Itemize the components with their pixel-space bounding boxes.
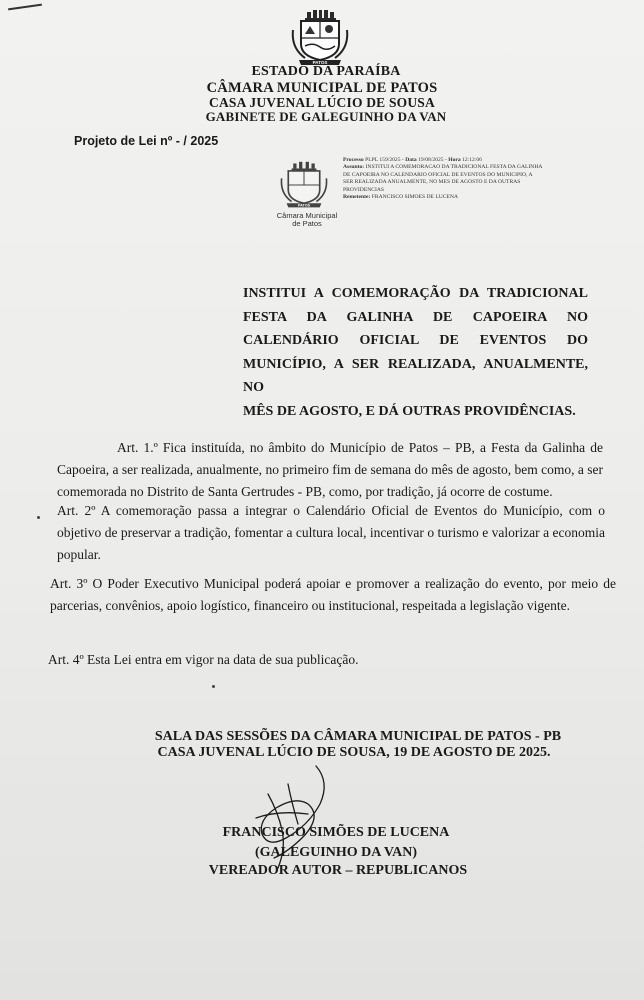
project-number-label: Projeto de Lei nº - / 2025 — [74, 134, 219, 148]
process-label: Processo — [343, 157, 364, 163]
signatory-name: FRANCISCO SIMÕES DE LUCENA — [222, 825, 450, 840]
bill-summary-main: INSTITUI A COMEMORAÇÃO DA TRADICIONAL FESTA DA GALINHA DE CAPOEIRA NO CALENDÁRIO OFICIAL DE EVENTOS DO MUNICÍPIO, A SER REALIZADA, ANUALMENTE, NO — [243, 286, 588, 395]
date-value: 19/08/2025 — [418, 157, 444, 163]
bill-summary — [243, 282, 588, 423]
header-house: CASA JUVENAL LÚCIO DE SOUSA — [209, 95, 435, 110]
sender-label: Remetente: — [343, 193, 371, 200]
ink-dot — [212, 685, 215, 688]
ink-dot — [37, 516, 40, 519]
sender-value: FRANCISCO SIMOES DE LUCENA — [371, 193, 458, 200]
subject-value: INSTITUI A COMEMORACAO DA TRADICIONAL FESTA DA GALINHA DE CAPOEIRA NO CALENDARIO OFICIAL DE EVENTOS DO MUNICIPIO, A SER REALIZADA ANUALMENTE, NO MES DE AGOSTO E DA OUTRAS PROVIDENCIAS — [343, 164, 543, 193]
signatory-role: VEREADOR AUTOR – REPUBLICANOS — [208, 863, 468, 878]
stamp-chamber-name — [274, 212, 340, 229]
process-value: PLPL 159/2025 — [365, 157, 401, 163]
signatory-nickname: (GALEGUINHO DA VAN) — [254, 845, 418, 860]
stamp-crest-logo — [280, 160, 328, 210]
protocol-subject-line — [343, 164, 543, 194]
bill-summary-last-line: MÊS DE AGOSTO, E DÁ OUTRAS PROVIDÊNCIAS. — [243, 403, 576, 419]
header-chamber: CÂMARA MUNICIPAL DE PATOS — [206, 80, 438, 96]
article-4: Art. 4º Esta Lei entra em vigor na data de sua publicação. — [48, 652, 359, 667]
stamp-name-line2: de Patos — [292, 219, 322, 229]
session-line-1: SALA DAS SESSÕES DA CÂMARA MUNICIPAL DE PATOS - PB — [154, 729, 562, 744]
crest-banner-text: PATOS — [312, 60, 328, 66]
hour-label: Hora — [448, 157, 461, 163]
article-2: Art. 2º A comemoração passa a integrar o Calendário Oficial de Eventos do Município, com o objetivo de preservar a tradição, fomentar a cultura local, incentivar o turismo e valorizar a economia popular. — [57, 503, 605, 562]
protocol-stamp-text — [343, 157, 543, 201]
hour-value: 12:12:06 — [462, 157, 482, 163]
date-label: Data — [405, 157, 417, 163]
stamp-name-line1: Câmara Municipal — [276, 211, 338, 220]
article-3: Art. 3º O Poder Executivo Municipal poderá apoiar e promover a realização do evento, por meio de parcerias, convênios, apoio logístico, financeiro ou institucional, respeitada a legislação vigente. — [50, 576, 616, 613]
subject-label: Assunto: — [343, 164, 365, 171]
municipal-crest-logo — [291, 10, 349, 66]
header-office: GABINETE DE GALEGUINHO DA VAN — [205, 109, 447, 124]
article-1: Art. 1.º Fica instituída, no âmbito do Município de Patos – PB, a Festa da Galinha de Capoeira, a ser realizada, anualmente, no primeiro fim de semana do mês de agosto, bem como, a ser comemorada no Distrito de Santa Gertrudes - PB, como, por tradição, já ocorre de costume. — [57, 440, 603, 499]
pen-mark — [8, 4, 42, 11]
header-state: ESTADO DA PARAÍBA — [251, 64, 401, 79]
session-line-2: CASA JUVENAL LÚCIO DE SOUSA, 19 DE AGOSTO DE 2025. — [157, 745, 551, 760]
stamp-crest-banner-text: PATOS — [297, 203, 311, 208]
protocol-process-line: Processo PLPL 159/2025 - Data 19/08/2025 - Hora 12:12:06 — [343, 157, 482, 163]
protocol-sender-line — [343, 194, 543, 201]
